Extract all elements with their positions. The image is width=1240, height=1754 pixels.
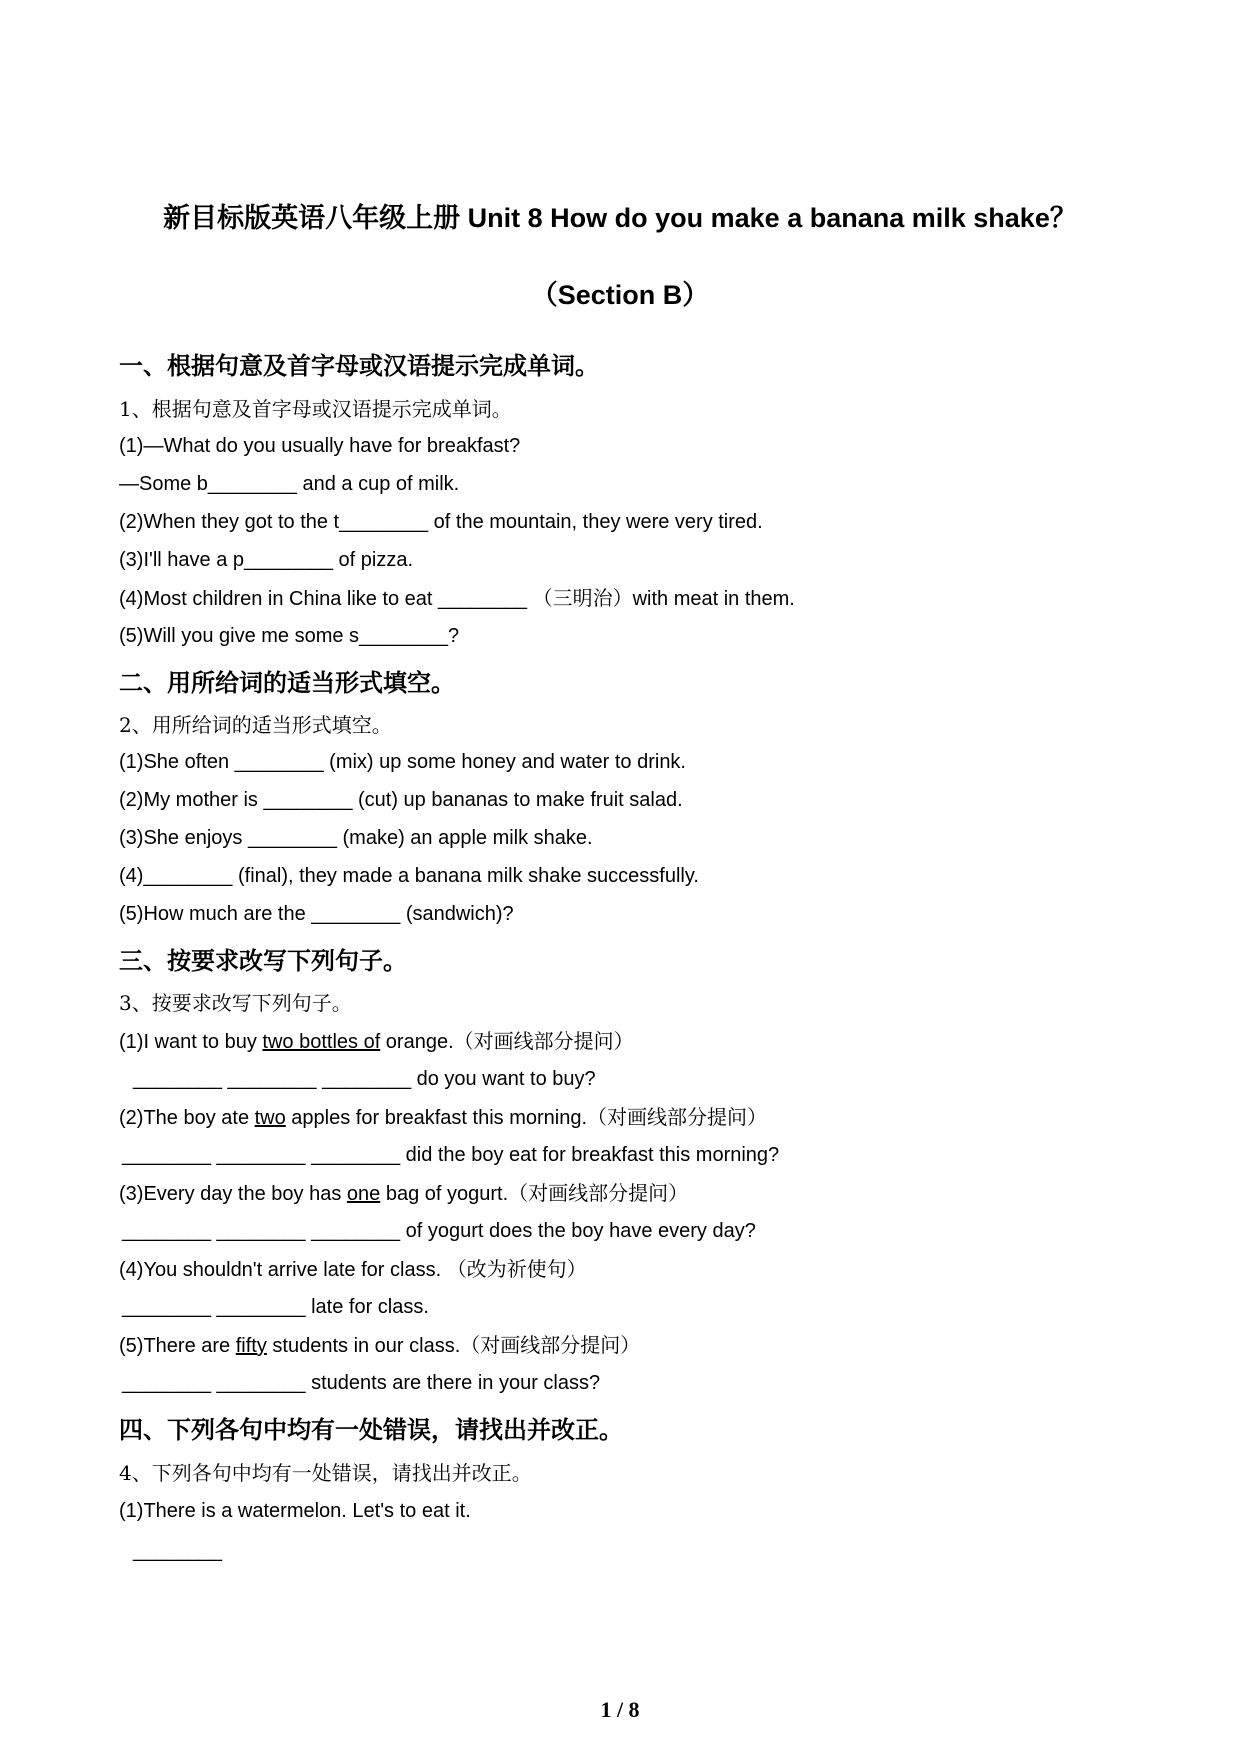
section-1-instruction: 1、根据句意及首字母或汉语提示完成单词。: [119, 397, 512, 421]
s3-question-4: [119, 1257, 587, 1282]
s3-question-1: [119, 1029, 634, 1054]
s3-q2-hint: （对画线部分提问）: [587, 1105, 768, 1129]
s1-question-4: [119, 586, 795, 611]
s3-q2-tail: apples for breakfast this morning.: [285, 1107, 588, 1129]
s3-q1-tail: orange.: [380, 1031, 454, 1053]
section-4-instruction: 4、下列各句中均有一处错误，请找出并改正。: [119, 1461, 532, 1485]
s3-answer-1: ________ ________ ________ do you want to buy?: [133, 1068, 596, 1090]
s1-q4-text: (4)Most children in China like to eat ________: [119, 588, 533, 610]
s3-q3-underlined: one: [346, 1183, 381, 1205]
page-number: 1 / 8: [600, 1697, 640, 1722]
section-3-instruction: 3、按要求改写下列句子。: [119, 991, 352, 1015]
s2-question-1: (1)She often ________ (mix) up some honey and water to drink.: [119, 751, 686, 773]
s3-q2-underlined: two: [254, 1107, 286, 1129]
section-2-heading: 二、用所给词的适当形式填空。: [119, 670, 455, 697]
s3-answer-3: ________ ________ ________ of yogurt does the boy have every day?: [122, 1220, 756, 1242]
document-subtitle: （Section B）: [530, 280, 710, 310]
s3-question-5: [119, 1333, 640, 1358]
s3-q5-tail: students in our class.: [266, 1335, 461, 1357]
section-1-heading: 一、根据句意及首字母或汉语提示完成单词。: [119, 353, 599, 380]
s3-question-3: [119, 1181, 688, 1206]
s2-question-4: (4)________ (final), they made a banana milk shake successfully.: [119, 865, 699, 887]
s3-q5-underlined: fifty: [235, 1335, 267, 1357]
s3-q4-hint: （改为祈使句）: [446, 1257, 587, 1281]
section-2-instruction: 2、用所给词的适当形式填空。: [119, 713, 392, 737]
s3-q1-text: (1)I want to buy: [119, 1031, 263, 1053]
s4-question-1: (1)There is a watermelon. Let's to eat it.: [119, 1500, 471, 1522]
s2-question-2: (2)My mother is ________ (cut) up bananas to make fruit salad.: [119, 789, 683, 811]
document-title: 新目标版英语八年级上册 Unit 8 How do you make a banana milk shake？: [163, 203, 1077, 233]
s3-answer-5: ________ ________ students are there in your class?: [122, 1372, 601, 1394]
s3-answer-4: ________ ________ late for class.: [122, 1296, 429, 1318]
s3-question-2: [119, 1105, 767, 1130]
s3-q4-text: (4)You shouldn't arrive late for class.: [119, 1259, 447, 1281]
s4-answer-1: ________: [133, 1540, 222, 1562]
s3-q3-text: (3)Every day the boy has: [119, 1183, 347, 1205]
s1-question-1b: —Some b________ and a cup of milk.: [119, 473, 460, 495]
s1-question-5: (5)Will you give me some s________?: [119, 625, 460, 647]
section-4-heading: 四、下列各句中均有一处错误，请找出并改正。: [119, 1417, 623, 1444]
s3-q2-text: (2)The boy ate: [119, 1107, 255, 1129]
s2-question-3: (3)She enjoys ________ (make) an apple milk shake.: [119, 827, 593, 849]
s3-q3-hint: （对画线部分提问）: [508, 1181, 689, 1205]
s2-question-5: (5)How much are the ________ (sandwich)?: [119, 903, 514, 925]
s3-q1-hint: （对画线部分提问）: [453, 1029, 634, 1053]
s3-answer-2: ________ ________ ________ did the boy eat for breakfast this morning?: [122, 1144, 780, 1166]
s3-q1-underlined: two bottles of: [262, 1031, 381, 1053]
s1-question-2: (2)When they got to the t________ of the mountain, they were very tired.: [119, 511, 763, 533]
s3-q5-hint: （对画线部分提问）: [460, 1333, 641, 1357]
s3-q5-text: (5)There are: [119, 1335, 236, 1357]
s1-q4-hint: （三明治）: [532, 586, 633, 610]
s1-q4-tail: with meat in them.: [632, 588, 795, 610]
s1-question-1a: (1)—What do you usually have for breakfast?: [119, 435, 521, 457]
s1-question-3: (3)I'll have a p________ of pizza.: [119, 549, 414, 571]
s3-q3-tail: bag of yogurt.: [380, 1183, 509, 1205]
section-3-heading: 三、按要求改写下列句子。: [119, 948, 407, 975]
